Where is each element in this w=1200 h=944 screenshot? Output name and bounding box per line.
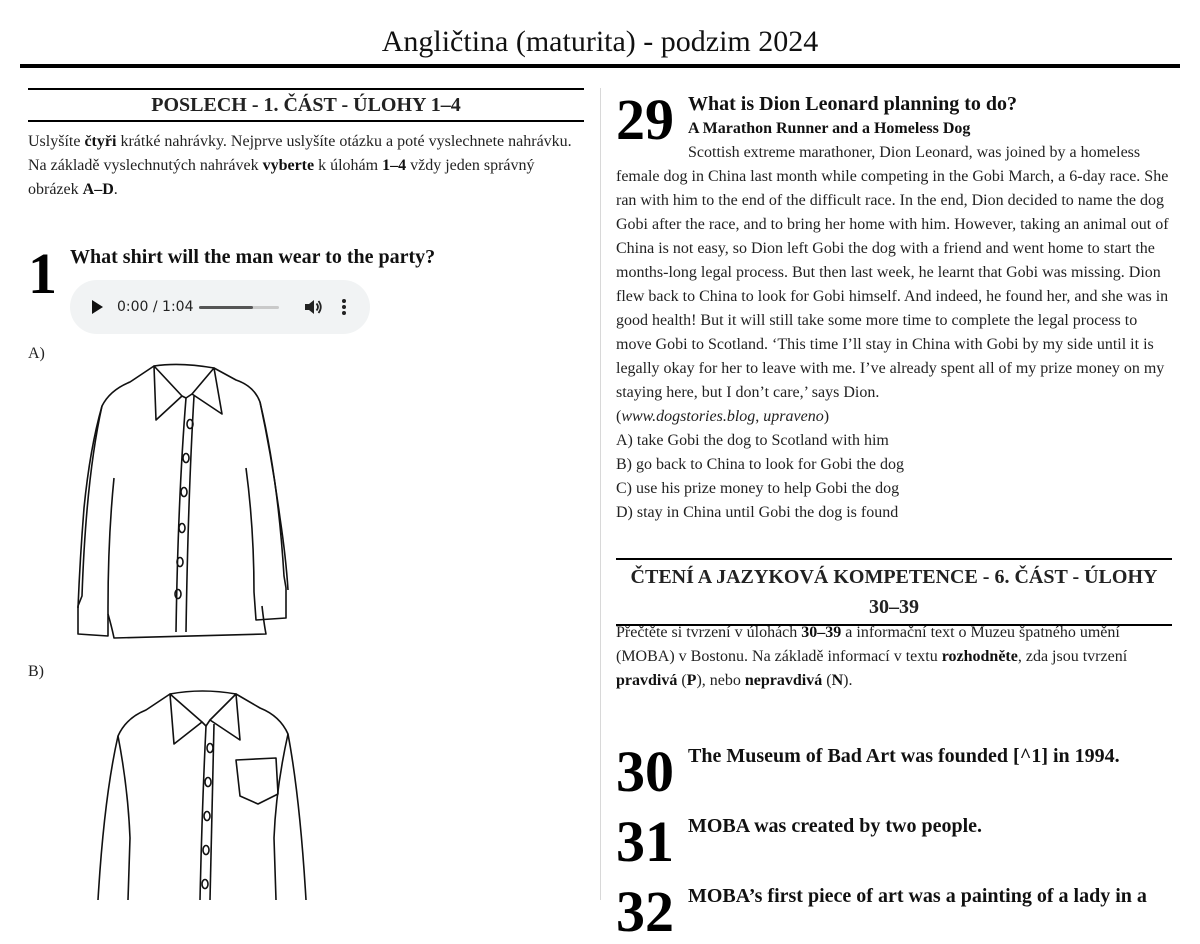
option-a-label: A) [28,345,45,362]
instr-bold: rozhodněte [941,648,1018,665]
instr-bold: vyberte [262,157,315,174]
choice-c[interactable]: C) use his prize money to help Gobi the dog [616,480,900,497]
statement-32 [616,879,1172,944]
instr-text: krátké nahrávky. Nejprve uslyšíte otázku a poté vyslechnete nahrávku. Na základě vyslechnutých nahrávek [28,133,572,174]
article-body [616,141,1172,405]
question-1 [28,88,584,900]
instr-text: Uslyšíte [28,133,85,150]
reading-heading: ČTENÍ A JAZYKOVÁ KOMPETENCE - 6. ČÁST - ÚLOHY 30–39 [616,558,1172,626]
instr-text: vždy jeden správný obrázek [28,157,535,198]
reading-instructions [616,621,1172,693]
listening-heading: POSLECH - 1. ČÁST - ÚLOHY 1–4 [28,88,584,122]
play-icon[interactable] [92,300,103,314]
question-number: 1 [28,241,57,306]
source-sep: , [755,408,764,425]
instr-bold: pravdivá [616,672,678,689]
title-divider [20,64,1180,68]
source-note: upraveno [763,408,824,425]
statement-number: 30 [616,739,674,804]
listening-section [28,88,584,680]
audio-player [70,280,370,334]
question-text: What is Dion Leonard planning to do? [688,93,1017,115]
column-divider [600,88,601,900]
instr-bold: A–D [82,181,114,198]
audio-progress-slider[interactable] [199,306,279,309]
instr-text: ( [822,672,832,689]
instr-text: a informační text o Muzeu špatného umění (MOBA) v Bostonu. Na základě informací v textu [616,624,1120,665]
instr-text: k úlohám [314,157,383,174]
instr-bold: 30–39 [801,624,842,641]
audio-time: 0:00 / 1:04 [117,299,194,315]
more-options-icon[interactable] [336,297,352,317]
choice-d[interactable]: D) stay in China until Gobi the dog is found [616,504,899,521]
shirt-a-image[interactable] [68,358,298,643]
audio-progress-fill [199,306,253,309]
statement-text: The Museum of Bad Art was founded [^1] in 1994. [688,745,1120,767]
instr-text: ( [677,672,687,689]
instr-bold: N [831,672,844,689]
volume-icon[interactable] [303,297,323,317]
instr-bold: 1–4 [382,157,407,174]
article-source [616,405,1172,429]
question-number: 29 [616,87,674,152]
choice-a[interactable]: A) take Gobi the dog to Scotland with him [616,432,889,449]
instr-text: , zda jsou tvrzení [1017,648,1128,665]
article-text: Scottish extreme marathoner, Dion Leonard, was joined by a homeless female dog in China last month while competing in the Gobi March, a 6-day race. She ran with him to the end of the difficult race. In the end, Dion decided to name the dog Gobi after the race, and to bring her home with him. However, taking an animal out of China is not easy, so Dion left Gobi the dog with a friend and went home to start the months-long legal process. But then last week, he learnt that Gobi was missing. Dion flew back to China to look for Gobi himself. And indeed, he found her, and she was in good health! But it will still take some more time to complete the legal process to move Gobi to Scotland. ‘This time I’ll stay in China with Gobi by my side until it is legally okay for her to leave with me. I’ve already spent all of my prize money on my staying here, but I don’t care,’ says Dion. [616,144,1169,401]
option-b-label: B) [28,663,44,680]
instr-text: Přečtěte si tvrzení v úlohách [616,624,802,641]
page-title: Angličtina (maturita) - podzim 2024 [381,25,819,58]
statement-text: MOBA was created by two people. [688,815,983,837]
statement-number: 31 [616,809,674,874]
statement-number: 32 [616,879,674,944]
instr-text: ). [843,672,853,689]
statement-text: MOBA’s first piece of art was a painting of a lady in a [688,885,1147,907]
source-paren: ( [616,408,622,425]
instr-text: . [113,181,118,198]
question-text: What shirt will the man wear to the party? [70,246,436,268]
shirt-b-image[interactable] [90,688,340,900]
choice-b[interactable]: B) go back to China to look for Gobi the dog [616,456,904,473]
answer-choices [616,429,1172,525]
source-site: www.dogstories.blog [621,408,756,425]
article-title: A Marathon Runner and a Homeless Dog [688,120,971,137]
instr-bold: nepravdivá [744,672,823,689]
source-paren: ) [823,408,830,425]
instr-bold: P [686,672,697,689]
instr-text: ), nebo [696,672,745,689]
instr-bold: čtyři [84,133,117,150]
